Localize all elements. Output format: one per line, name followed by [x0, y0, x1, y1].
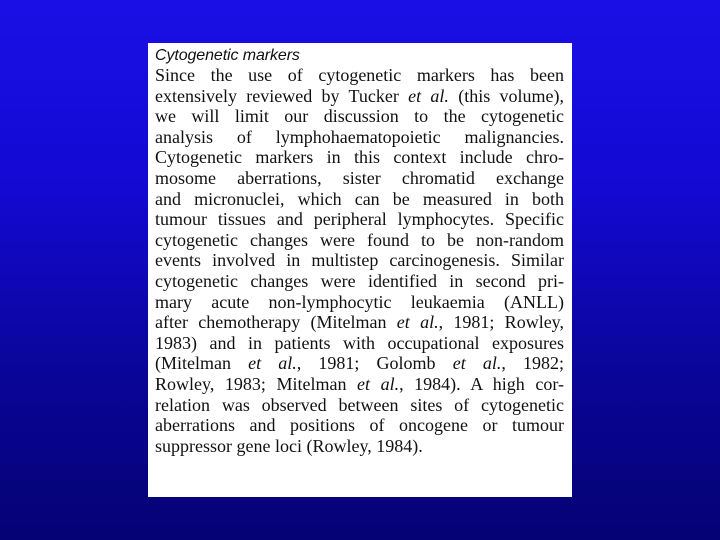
text-line	[155, 86, 564, 107]
text-run: analysis of lymphohaematopoietic malignancies.	[155, 126, 564, 147]
text-line	[155, 106, 564, 127]
text-line	[155, 209, 564, 230]
text-line	[155, 168, 564, 189]
text-run: (Mitelman	[155, 353, 249, 374]
text-line	[155, 250, 564, 271]
text-run: aberrations and positions of oncogene or tumour	[155, 415, 564, 436]
text-run: mary acute non-lymphocytic leukaemia (ANLL)	[155, 291, 564, 312]
text-line	[155, 292, 564, 313]
italic-run: et al.	[357, 373, 400, 394]
text-run: , 1984). A high cor-	[399, 373, 564, 394]
text-run: 1983) and in patients with occupational exposures	[155, 332, 564, 353]
text-run: tumour tissues and peripheral lymphocytes. Specific	[155, 209, 564, 230]
text-run: we will limit our discussion to the cytogenetic	[155, 106, 564, 127]
text-run: cytogenetic changes were found to be non-random	[155, 229, 564, 250]
scanned-text-excerpt	[148, 43, 572, 497]
text-line	[155, 312, 564, 333]
text-run: relation was observed between sites of cytogenetic	[155, 394, 564, 415]
section-body	[155, 65, 564, 456]
italic-run: et al.	[452, 353, 502, 374]
text-line	[155, 395, 564, 416]
text-line	[155, 353, 564, 374]
text-line	[155, 189, 564, 210]
text-line	[155, 374, 564, 395]
text-line	[155, 65, 564, 86]
text-run: Since the use of cytogenetic markers has been	[155, 65, 564, 85]
text-run: mosome aberrations, sister chromatid exchange	[155, 167, 564, 188]
text-run: after chemotherapy (Mitelman	[155, 312, 397, 333]
section-heading: Cytogenetic markers	[155, 47, 300, 64]
text-line	[155, 147, 564, 168]
text-run: cytogenetic changes were identified in second pri-	[155, 270, 564, 291]
text-run: events involved in multistep carcinogenesis. Similar	[155, 250, 564, 271]
italic-run: et al.	[396, 312, 439, 333]
text-run: and micronuclei, which can be measured in both	[155, 188, 564, 209]
text-line	[155, 127, 564, 148]
text-line	[155, 271, 564, 292]
text-run: Cytogenetic markers in this context include chro-	[155, 147, 564, 168]
text-run: Rowley, 1983; Mitelman	[155, 373, 358, 394]
text-run: extensively reviewed by Tucker	[155, 85, 409, 106]
text-run: , 1981; Golomb	[296, 353, 453, 374]
text-line	[155, 415, 564, 436]
italic-run: et al.	[248, 353, 297, 374]
text-line	[155, 436, 564, 457]
text-run: suppressor gene loci (Rowley, 1984).	[155, 435, 423, 456]
text-line	[155, 230, 564, 251]
text-run: (this volume),	[448, 85, 564, 106]
text-line	[155, 333, 564, 354]
italic-run: et al.	[408, 85, 449, 106]
text-run: , 1981; Rowley,	[438, 312, 565, 333]
text-run: , 1982;	[501, 353, 564, 374]
